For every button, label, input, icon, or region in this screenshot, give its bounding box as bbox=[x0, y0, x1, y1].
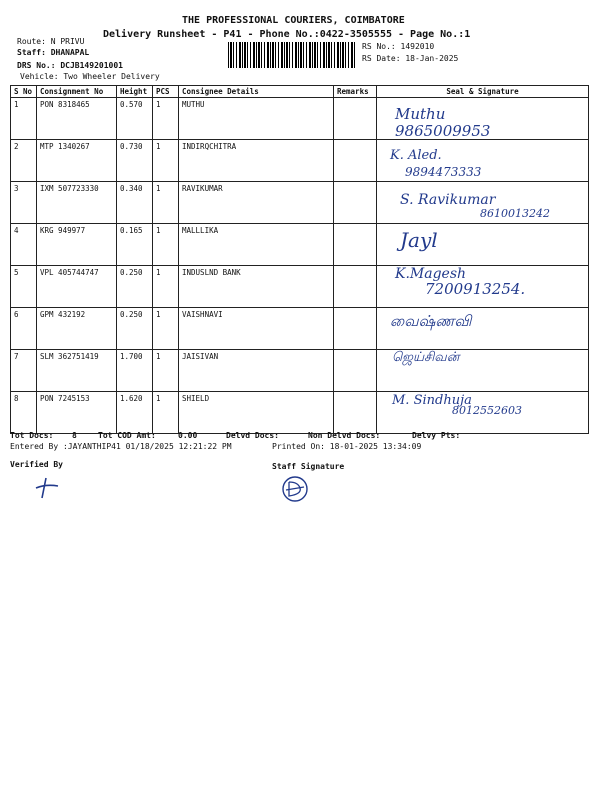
signature-3: S. Ravikumar bbox=[400, 192, 496, 208]
cell-consignee: JAISIVAN bbox=[179, 350, 334, 392]
cell-pcs: 1 bbox=[153, 266, 179, 308]
cell-consignee: MUTHU bbox=[179, 98, 334, 140]
runsheet-table bbox=[10, 85, 589, 434]
cell-pcs: 1 bbox=[153, 392, 179, 434]
cell-pcs: 1 bbox=[153, 182, 179, 224]
staff-signature-mark bbox=[278, 472, 312, 506]
signature-phone-3: 8610013242 bbox=[480, 207, 550, 220]
col-consignment: Consignment No bbox=[37, 86, 117, 98]
cell-pcs: 1 bbox=[153, 224, 179, 266]
signature-4: Jayl bbox=[400, 228, 438, 252]
drs-number: DRS No.: DCJB149201001 bbox=[17, 61, 123, 70]
cell-height: 0.570 bbox=[117, 98, 153, 140]
delvy-pts-label: Delvy Pts: bbox=[412, 431, 461, 440]
verified-by-label: Verified By bbox=[10, 460, 63, 469]
cell-sno: 1 bbox=[11, 98, 37, 140]
cell-height: 0.730 bbox=[117, 140, 153, 182]
col-remarks: Remarks bbox=[334, 86, 377, 98]
signature-phone-5: 7200913254. bbox=[425, 280, 526, 298]
cell-consignee: INDUSLND BANK bbox=[179, 266, 334, 308]
tot-cod-value: 0.00 bbox=[178, 431, 198, 440]
cell-consignment: GPM 432192 bbox=[37, 308, 117, 350]
cell-sno: 2 bbox=[11, 140, 37, 182]
cell-consignment: MTP 1340267 bbox=[37, 140, 117, 182]
table-row bbox=[11, 224, 589, 266]
tot-docs-value: 8 bbox=[72, 431, 77, 440]
vehicle-label: Vehicle: Two Wheeler Delivery bbox=[20, 72, 160, 81]
signature-2: K. Aled. bbox=[390, 148, 442, 163]
cell-consignee: INDIRQCHITRA bbox=[179, 140, 334, 182]
signature-phone-8: 8012552603 bbox=[452, 404, 522, 417]
cell-height: 0.250 bbox=[117, 308, 153, 350]
cell-pcs: 1 bbox=[153, 308, 179, 350]
col-sno: S No bbox=[11, 86, 37, 98]
cell-remarks bbox=[334, 266, 377, 308]
non-delvd-docs-label: Non Delvd Docs: bbox=[308, 431, 381, 440]
cell-consignee: SHIELD bbox=[179, 392, 334, 434]
cell-height: 0.165 bbox=[117, 224, 153, 266]
table-row bbox=[11, 350, 589, 392]
cell-height: 1.620 bbox=[117, 392, 153, 434]
signature-1: Muthu bbox=[395, 105, 446, 123]
table-header-row bbox=[11, 86, 589, 98]
signature-phone-2: 9894473333 bbox=[405, 165, 482, 179]
cell-remarks bbox=[334, 224, 377, 266]
cell-consignee: VAISHNAVI bbox=[179, 308, 334, 350]
cell-consignment: VPL 405744747 bbox=[37, 266, 117, 308]
cell-sno: 7 bbox=[11, 350, 37, 392]
delvd-docs-label: Delvd Docs: bbox=[226, 431, 279, 440]
cell-sno: 6 bbox=[11, 308, 37, 350]
cell-consignment: PON 7245153 bbox=[37, 392, 117, 434]
cell-sno: 8 bbox=[11, 392, 37, 434]
tot-docs-label: Tot Docs: bbox=[10, 431, 54, 440]
cell-consignee: MALLLIKA bbox=[179, 224, 334, 266]
staff-signature-label: Staff Signature bbox=[272, 462, 345, 471]
verifier-signature-mark bbox=[32, 474, 62, 500]
cell-remarks bbox=[334, 182, 377, 224]
cell-pcs: 1 bbox=[153, 350, 179, 392]
barcode bbox=[228, 42, 355, 68]
signature-8: M. Sindhuja bbox=[392, 393, 472, 408]
signature-7: ஜெய்சிவன் bbox=[392, 350, 460, 365]
entered-by: Entered By :JAYANTHIP41 01/18/2025 12:21:22 PM bbox=[10, 442, 232, 451]
cell-consignment: KRG 949977 bbox=[37, 224, 117, 266]
cell-remarks bbox=[334, 308, 377, 350]
cell-consignee: RAVIKUMAR bbox=[179, 182, 334, 224]
table-row bbox=[11, 140, 589, 182]
cell-sno: 4 bbox=[11, 224, 37, 266]
printed-on: Printed On: 18-01-2025 13:34:09 bbox=[272, 442, 422, 451]
cell-remarks bbox=[334, 98, 377, 140]
col-consignee: Consignee Details bbox=[179, 86, 334, 98]
cell-pcs: 1 bbox=[153, 140, 179, 182]
cell-height: 0.340 bbox=[117, 182, 153, 224]
col-pcs: PCS bbox=[153, 86, 179, 98]
cell-remarks bbox=[334, 140, 377, 182]
cell-sno: 3 bbox=[11, 182, 37, 224]
cell-height: 0.250 bbox=[117, 266, 153, 308]
cell-pcs: 1 bbox=[153, 98, 179, 140]
rs-date: RS Date: 18-Jan-2025 bbox=[362, 54, 459, 63]
col-height: Height bbox=[117, 86, 153, 98]
cell-consignment: SLM 362751419 bbox=[37, 350, 117, 392]
tot-cod-label: Tot COD Amt: bbox=[98, 431, 156, 440]
cell-sno: 5 bbox=[11, 266, 37, 308]
col-signature: Seal & Signature bbox=[377, 86, 589, 98]
table-row bbox=[11, 308, 589, 350]
cell-height: 1.700 bbox=[117, 350, 153, 392]
runsheet-title: Delivery Runsheet - P41 - Phone No.:0422-3505555 - Page No.:1 bbox=[103, 29, 471, 40]
route-label: Route: N PRIVU bbox=[17, 37, 85, 46]
cell-remarks bbox=[334, 392, 377, 434]
signature-5: K.Magesh bbox=[395, 266, 467, 282]
cell-consignment: IXM 507723330 bbox=[37, 182, 117, 224]
signature-phone-1: 9865009953 bbox=[395, 122, 491, 140]
signature-6: வைஷ்ணவி bbox=[390, 312, 472, 330]
cell-remarks bbox=[334, 350, 377, 392]
company-title: THE PROFESSIONAL COURIERS, COIMBATORE bbox=[182, 15, 405, 26]
staff-label: Staff: DHANAPAL bbox=[17, 48, 90, 57]
cell-consignment: PON 8318465 bbox=[37, 98, 117, 140]
table-row bbox=[11, 98, 589, 140]
rs-number: RS No.: 1492010 bbox=[362, 42, 435, 51]
